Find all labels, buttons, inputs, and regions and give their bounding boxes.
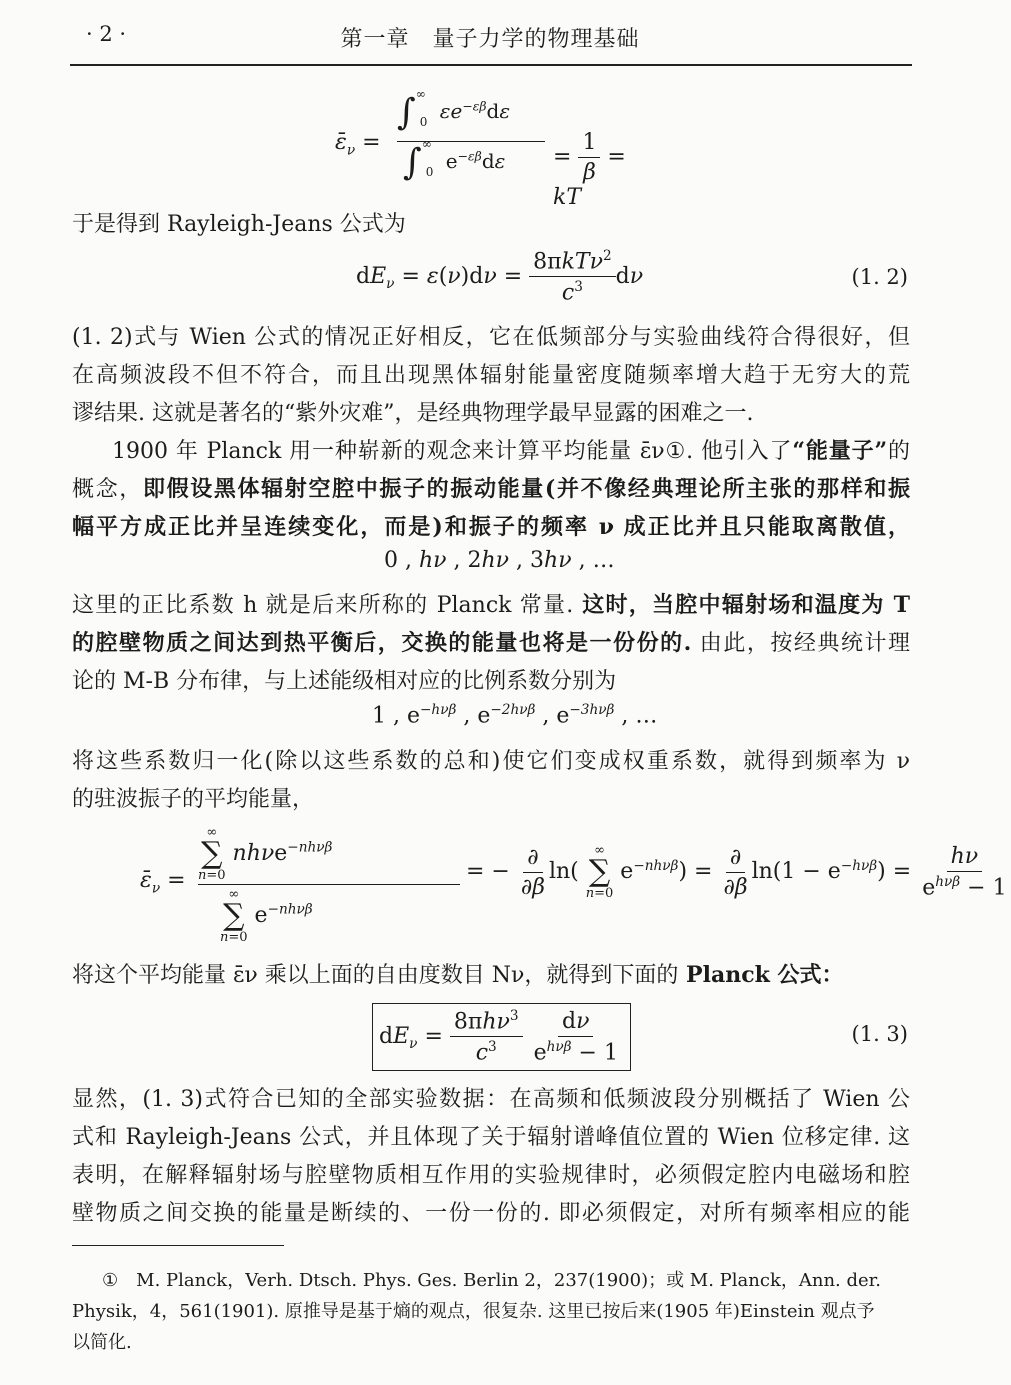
footnote-rule [72,1245,284,1246]
paragraph-2-line-1: (1. 2)式与 Wien 公式的情况正好相反，它在低频部分与实验曲线符合得很好，但 [72,325,910,350]
paragraph-3-line-1 [112,434,910,465]
paragraph-7-line-3: 表明，在解释辐射场与腔壁物质相互作用的实验规律时，必须假定腔内电磁场和腔 [72,1163,910,1188]
paragraph-7-line-4: 壁物质之间交换的能量是断续的、一份一份的. 即必须假定，对所有频率相应的能 [72,1201,910,1226]
paragraph-4-line-3: 论的 M-B 分布律，与上述能级相对应的比例系数分别为 [72,669,617,694]
footnote-line-1: ① M. Planck，Verh. Dtsch. Phys. Ges. Berlin 2，237(1900)；或 M. Planck，Ann. der. [102,1270,882,1291]
paragraph-3-text-c: 的 [887,439,910,464]
paragraph-7-line-1: 显然，(1. 3)式符合已知的全部实验数据：在高频和低频波段分别概括了 Wien 公 [72,1087,910,1112]
paragraph-4-line-2 [72,626,910,657]
paragraph-7-line-2: 式和 Rayleigh-Jeans 公式，并且体现了关于辐射谱峰值位置的 Wien 位移定律. 这 [72,1125,910,1150]
equation-rayleigh-jeans: $dE_\nu = \varepsilon(\nu)d\nu$ = $\frac{8\pi kT\nu^2}{c^3}$ dν [356,248,644,306]
page-number: · 2 · [86,22,127,46]
paragraph-1: 于是得到 Rayleigh-Jeans 公式为 [72,212,406,237]
paragraph-5-line-1: 将这些系数归一化(除以这些系数的总和)使它们变成权重系数，就得到频率为 ν [72,749,910,774]
equation-energy-levels: 0 , hν , 2hν , 3hν , … [384,548,615,573]
paragraph-4-bold-a: 这时，当腔中辐射场和温度为 T [573,592,910,618]
equation-number-1-2: (1. 2) [851,265,908,289]
paragraph-2-line-3: 谬结果. 这就是著名的“紫外灾难”，是经典物理学最早显露的困难之一. [72,401,754,426]
paragraph-3-line-3 [72,510,910,541]
equation-quantum-mean: $\varepsilon̄_\nu$ = ∞ ∑ n=0 nhνe$^{-nh\nu\beta}$ ∞ ∑ n=0 $e^{-nh\nu\beta}$ = − $\frac{\partial}{\partial\beta}$ ln( ∞ ∑ n=0 $e^{-nh\nu\beta}$) = $\frac{\partial}{\partial\beta}$ $\ln(1 - e^{-h\nu\beta})$ = $\frac{h\nu}{e^{h\nu\beta} - 1}$ [140,825,1007,945]
chapter-title: 第一章 量子力学的物理基础 [340,27,640,52]
equation-planck-formula: $dE_\nu$ = $\frac{8\pi h\nu^3}{c^3}$ $\frac{d\nu}{e^{h\nu\beta} - 1}$ [372,1003,631,1071]
paragraph-4-text-c: 由此，按经典统计理 [691,631,910,656]
paragraph-6-text: 将这个平均能量 ε̄ν 乘以上面的自由度数目 Nν，就得到下面的 [72,963,679,988]
header-rule [70,64,912,66]
paragraph-4-line-1 [72,588,910,619]
paragraph-4-text-a: 这里的正比系数 h 就是后来所称的 Planck 常量. [72,593,574,618]
footnote-line-3: 以简化. [72,1332,132,1353]
paragraph-3-line-3-bold: 幅平方成正比并呈连续变化，而是)和振子的频率 ν 成正比并且只能取离散值， [72,514,910,540]
paragraph-3-line-2-a: 概念， [72,477,143,502]
paragraph-3-line-2-bold: 即假设黑体辐射空腔中振子的振动能量(并不像经典理论所主张的那样和振 [142,476,910,502]
paragraph-3-text-a: 1900 年 Planck 用一种崭新的观念来计算平均能量 ε̄ν①. 他引入了 [112,439,793,464]
paragraph-4-bold-b: 的腔壁物质之间达到热平衡后，交换的能量也将是一份份的. [72,630,692,656]
equation-number-1-3: (1. 3) [851,1022,908,1046]
paragraph-3-bold-energy-quantum: “能量子” [792,438,888,464]
paragraph-6-bold-planck: Planck 公式： [678,962,844,988]
equation-weights: 1 , $e^{-h\nu\beta}$ , $e^{-2h\nu\beta}$ , $e^{-3h\nu\beta}$ , … [372,702,658,729]
paragraph-6 [72,958,910,989]
paragraph-3-line-2 [72,472,910,503]
footnote-line-2: Physik，4，561(1901). 原推导是基于熵的观点，很复杂. 这里已按后来(1905 年)Einstein 观点予 [72,1301,875,1322]
paragraph-2-line-2: 在高频波段不但不符合，而且出现黑体辐射能量密度随频率增大趋于无穷大的荒 [72,363,910,388]
equation-classical-mean: $\varepsilon̄_\nu$ = $\int^\infty_0$ $\varepsilon e^{-\varepsilon\beta}d\varepsilon$ $\int^\infty_0$ $e^{-\varepsilon\beta}d\varepsilon$ = $\frac{1}{\beta}$ = kT [335,87,626,210]
paragraph-5-line-2: 的驻波振子的平均能量， [72,787,315,812]
